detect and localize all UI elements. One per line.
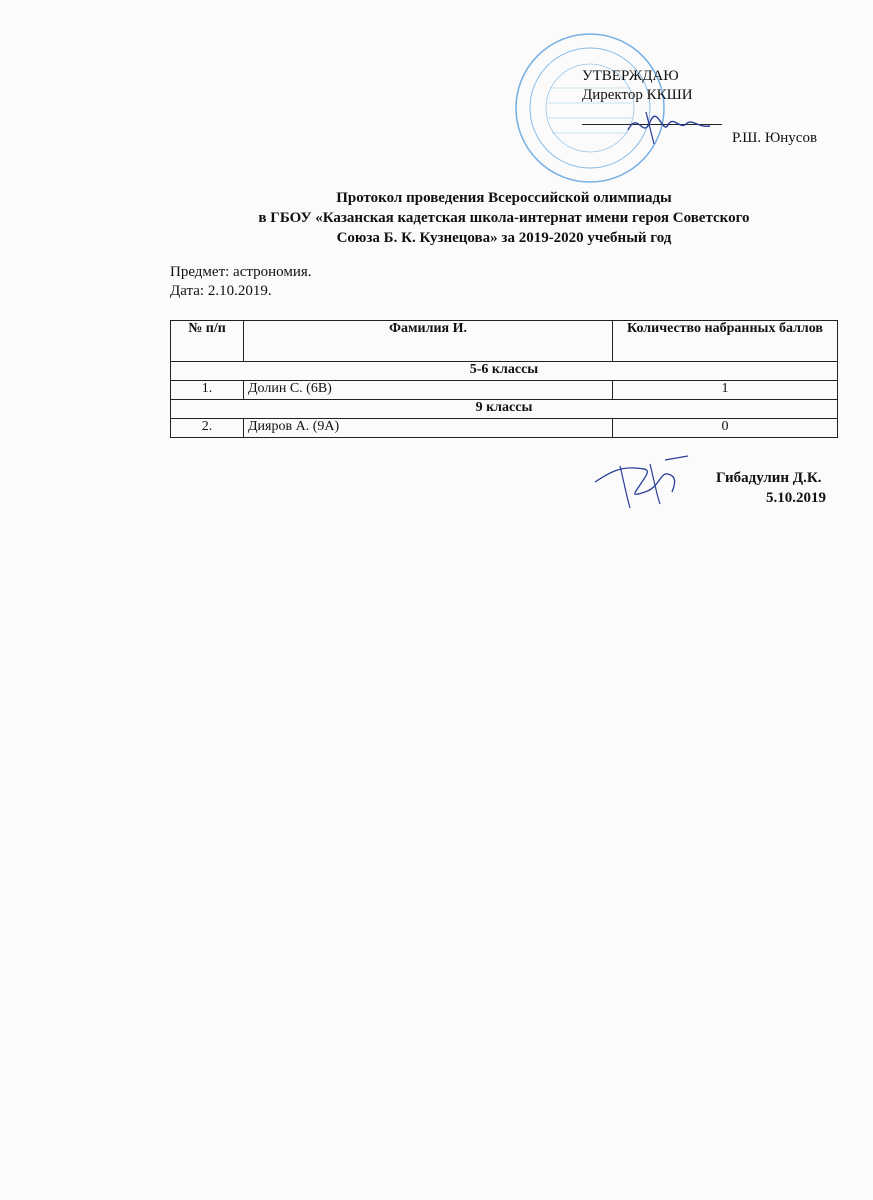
director-signature (618, 100, 718, 150)
table-row (171, 381, 838, 400)
title-line-2: в ГБОУ «Казанская кадетская школа-интернат имени героя Советского (258, 210, 750, 226)
section-label: 9 классы (171, 400, 838, 419)
section-label: 5-6 классы (171, 362, 838, 381)
header-name: Фамилия И. (244, 321, 613, 362)
approval-name: Р.Ш. Юнусов (732, 130, 818, 146)
row-number: 1. (171, 381, 244, 400)
date-line: Дата: 2.10.2019. (170, 283, 272, 299)
title-line-1: Протокол проведения Всероссийской олимпиады (336, 190, 672, 206)
signature-date: 5.10.2019 (766, 490, 826, 506)
row-score: 1 (613, 381, 838, 400)
header-score: Количество набранных баллов (613, 321, 838, 362)
teacher-signature (590, 452, 700, 512)
row-score: 0 (613, 419, 838, 438)
section-row (171, 400, 838, 419)
row-number: 2. (171, 419, 244, 438)
row-name: Долин С. (6В) (244, 381, 613, 400)
table-header-row (171, 321, 838, 362)
row-name: Дияров А. (9А) (244, 419, 613, 438)
approval-heading: УТВЕРЖДАЮ (582, 68, 679, 84)
header-number: № п/п (171, 321, 244, 362)
table-row (171, 419, 838, 438)
section-row (171, 362, 838, 381)
subject-line: Предмет: астрономия. (170, 264, 312, 280)
approval-role: Директор ККШИ (582, 87, 693, 103)
results-table (170, 320, 838, 438)
signer-name: Гибадулин Д.К. (716, 470, 822, 486)
document-title (170, 188, 838, 248)
title-line-3: Союза Б. К. Кузнецова» за 2019-2020 учебный год (336, 230, 672, 246)
